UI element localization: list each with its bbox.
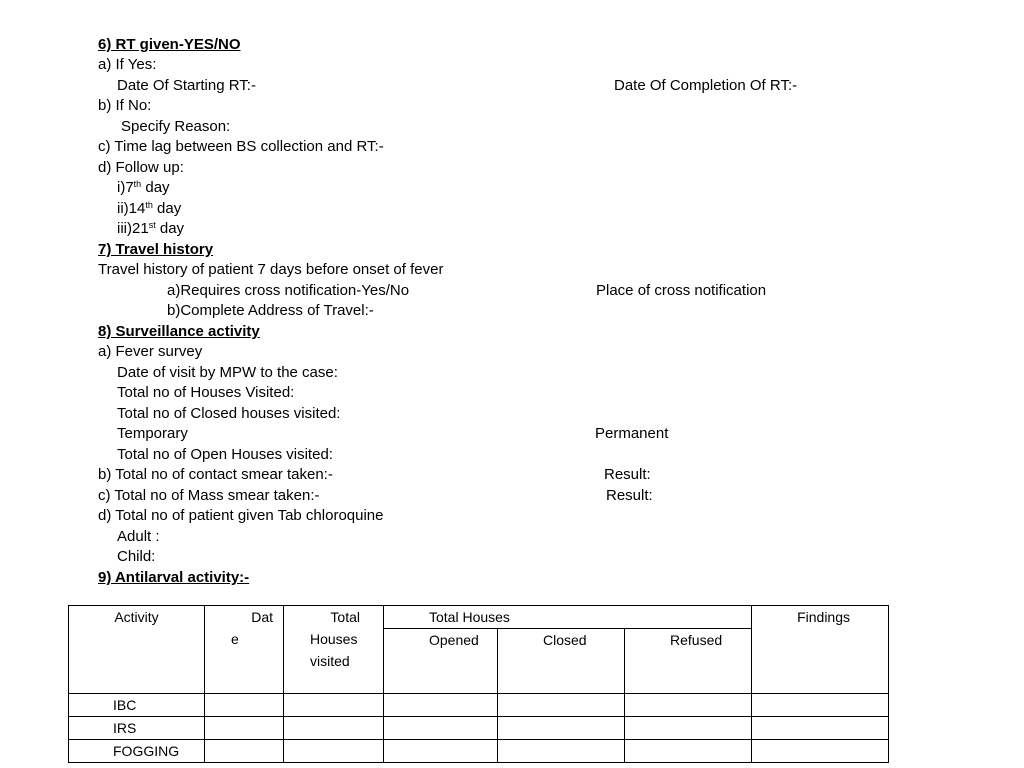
table-row	[69, 694, 889, 717]
antilarval-activity-table	[68, 605, 889, 763]
cell-fogging-refused[interactable]	[625, 740, 752, 763]
total-houses-visited-header: Total Houses visited	[284, 606, 384, 694]
cell-fogging-date[interactable]	[205, 740, 284, 763]
adult-label: Adult :	[117, 528, 160, 545]
refused-header: Refused	[625, 629, 752, 694]
rt-start-date-label: Date Of Starting RT:-	[117, 77, 256, 94]
row-label-fogging: FOGGING	[69, 740, 205, 763]
antilarval-heading: 9) Antilarval activity:-	[98, 569, 250, 586]
activity-header: Activity	[69, 606, 205, 694]
row-label-ibc: IBC	[69, 694, 205, 717]
temporary-label: Temporary	[117, 425, 188, 442]
cross-notification-label: a)Requires cross notification-Yes/No	[167, 282, 410, 299]
follow-up-day-21: iii)21st day	[117, 220, 185, 237]
rt-reason-label: Specify Reason:	[121, 118, 231, 135]
cell-irs-findings[interactable]	[752, 717, 889, 740]
rt-follow-up-label: d) Follow up:	[98, 159, 184, 176]
mpw-visit-date-label: Date of visit by MPW to the case:	[117, 364, 338, 381]
table-row	[69, 740, 889, 763]
cell-fogging-total-visited[interactable]	[284, 740, 384, 763]
total-houses-header: Total Houses	[384, 606, 752, 629]
child-label: Child:	[117, 548, 156, 565]
rt-time-lag-label: c) Time lag between BS collection and RT:-	[98, 138, 384, 155]
chloroquine-label: d) Total no of patient given Tab chloroquine	[98, 507, 384, 524]
cell-irs-opened[interactable]	[384, 717, 498, 740]
open-houses-label: Total no of Open Houses visited:	[117, 446, 333, 463]
cell-fogging-opened[interactable]	[384, 740, 498, 763]
opened-header: Opened	[384, 629, 498, 694]
cell-fogging-closed[interactable]	[498, 740, 625, 763]
follow-up-day-14: ii)14th day	[117, 200, 182, 217]
cell-irs-refused[interactable]	[625, 717, 752, 740]
closed-houses-label: Total no of Closed houses visited:	[117, 405, 341, 422]
cell-ibc-date[interactable]	[205, 694, 284, 717]
rt-heading: 6) RT given-YES/NO	[98, 36, 241, 53]
date-header: Dat e	[205, 606, 284, 694]
rt-completion-date-label: Date Of Completion Of RT:-	[614, 77, 798, 94]
cell-irs-total-visited[interactable]	[284, 717, 384, 740]
cell-irs-date[interactable]	[205, 717, 284, 740]
cell-ibc-findings[interactable]	[752, 694, 889, 717]
mass-smear-result-label: Result:	[606, 487, 653, 504]
rt-if-yes-label: a) If Yes:	[98, 56, 157, 73]
permanent-label: Permanent	[595, 425, 669, 442]
houses-visited-label: Total no of Houses Visited:	[117, 384, 295, 401]
surveillance-heading: 8) Surveillance activity	[98, 323, 260, 340]
rt-if-no-label: b) If No:	[98, 97, 152, 114]
findings-header: Findings	[752, 606, 889, 694]
follow-up-day-7: i)7th day	[117, 179, 170, 196]
travel-heading: 7) Travel history	[98, 241, 214, 258]
place-cross-notification-label: Place of cross notification	[596, 282, 767, 299]
row-label-irs: IRS	[69, 717, 205, 740]
travel-intro: Travel history of patient 7 days before onset of fever	[98, 261, 444, 278]
fever-survey-label: a) Fever survey	[98, 343, 203, 360]
cell-ibc-refused[interactable]	[625, 694, 752, 717]
cell-ibc-closed[interactable]	[498, 694, 625, 717]
table-row	[69, 717, 889, 740]
contact-smear-result-label: Result:	[604, 466, 651, 483]
closed-header: Closed	[498, 629, 625, 694]
cell-ibc-opened[interactable]	[384, 694, 498, 717]
cell-ibc-total-visited[interactable]	[284, 694, 384, 717]
travel-address-label: b)Complete Address of Travel:-	[167, 302, 374, 319]
contact-smear-label: b) Total no of contact smear taken:-	[98, 466, 333, 483]
cell-irs-closed[interactable]	[498, 717, 625, 740]
cell-fogging-findings[interactable]	[752, 740, 889, 763]
mass-smear-label: c) Total no of Mass smear taken:-	[98, 487, 320, 504]
